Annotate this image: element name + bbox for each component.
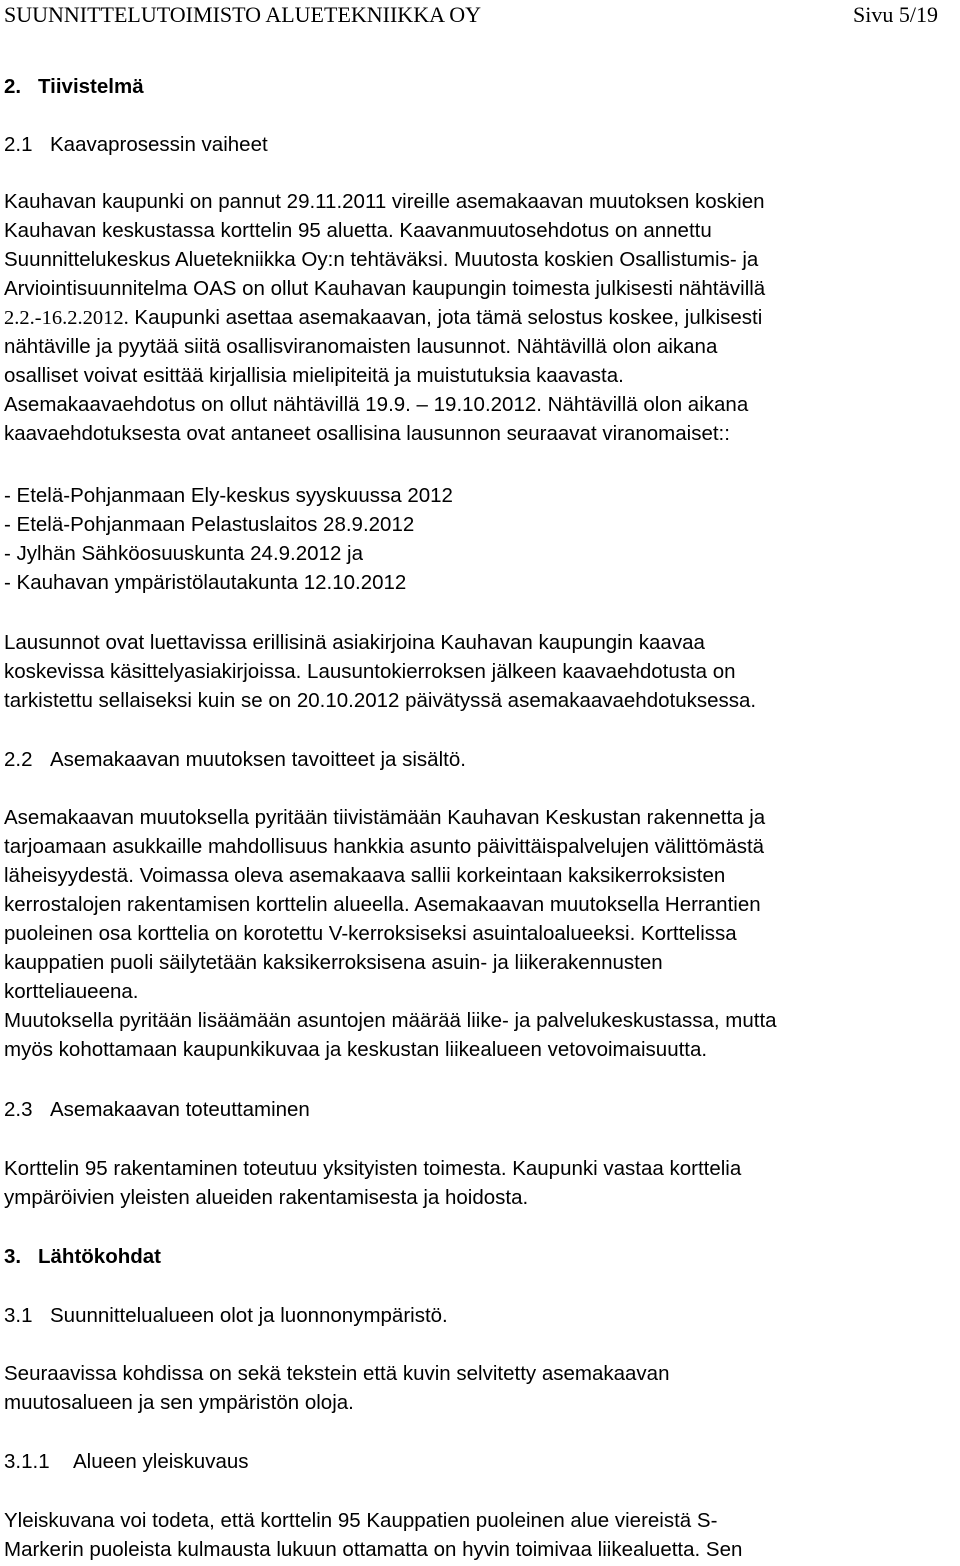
header-company: SUUNNITTELUTOIMISTO ALUETEKNIIKKA OY <box>4 2 482 27</box>
list-item: - Jylhän Sähköosuuskunta 24.9.2012 ja <box>4 542 364 565</box>
text-line: Suunnittelukeskus Aluetekniikka Oy:n tehtäväksi. Muutosta koskien Osallistumis- ja <box>4 248 759 271</box>
text-line <box>4 303 762 333</box>
text-line: nähtäville ja pyytää siitä osallisviranomaisten lausunnot. Nähtävillä olon aikana <box>4 335 718 358</box>
text-line: Seuraavissa kohdissa on sekä tekstein että kuvin selvitetty asemakaavan <box>4 1362 670 1385</box>
text-line: tarkistettu sellaiseksi kuin se on 20.10.2012 päivätyssä asemakaavaehdotuksessa. <box>4 689 757 712</box>
heading-section-2 <box>4 72 144 102</box>
text-line: Korttelin 95 rakentaminen toteutuu yksityisten toimesta. Kaupunki vastaa korttelia <box>4 1157 742 1180</box>
text-line: muutosalueen ja sen ympäristön oloja. <box>4 1391 354 1414</box>
text-line: kortteliaueena. <box>4 980 139 1003</box>
heading-section-3-1-1 <box>4 1447 249 1477</box>
heading-number: 2.3 <box>4 1098 33 1121</box>
header-page-number: Sivu 5/19 <box>853 2 938 27</box>
heading-section-2-3 <box>4 1095 310 1125</box>
heading-title: Asemakaavan toteuttaminen <box>50 1098 310 1121</box>
heading-number: 2.2 <box>4 748 33 771</box>
heading-section-2-2 <box>4 745 466 775</box>
heading-number: 3.1.1 <box>4 1450 50 1473</box>
list-item: - Etelä-Pohjanmaan Ely-keskus syyskuussa 2012 <box>4 484 453 507</box>
heading-title: Lähtökohdat <box>38 1245 161 1268</box>
heading-section-3 <box>4 1242 161 1272</box>
text-line: ympäröivien yleisten alueiden rakentamisesta ja hoidosta. <box>4 1186 529 1209</box>
heading-title: Kaavaprosessin vaiheet <box>50 133 268 156</box>
list-item: - Etelä-Pohjanmaan Pelastuslaitos 28.9.2012 <box>4 513 415 536</box>
heading-title: Suunnittelualueen olot ja luonnonympäristö. <box>50 1304 448 1327</box>
text-line: läheisyydestä. Voimassa oleva asemakaava sallii korkeintaan kaksikerroksisten <box>4 864 726 887</box>
text-line: Markerin puoleista kulmausta lukuun ottamatta on hyvin toimivaa liikealuetta. Sen <box>4 1538 743 1561</box>
heading-number: 2.1 <box>4 133 33 156</box>
heading-title: Tiivistelmä <box>38 75 144 98</box>
text-line: puoleinen osa korttelia on korotettu V-kerroksiseksi asuintaloalueeksi. Korttelissa <box>4 922 737 945</box>
text-line: Arviointisuunnitelma OAS on ollut Kauhavan kaupungin toimesta julkisesti nähtävillä <box>4 277 766 300</box>
text-line: myös kohottamaan kaupunkikuvaa ja keskustan liikealueen vetovoimaisuutta. <box>4 1038 708 1061</box>
text-line: Kauhavan kaupunki on pannut 29.11.2011 vireille asemakaavan muutoksen koskien <box>4 190 765 213</box>
heading-section-2-1 <box>4 130 268 160</box>
heading-number: 2. <box>4 75 22 98</box>
text-line: Yleiskuvana voi todeta, että korttelin 95 Kauppatien puoleinen alue viereistä S- <box>4 1509 718 1532</box>
text-line: Kauhavan keskustassa korttelin 95 aluetta. Kaavanmuutosehdotus on annettu <box>4 219 712 242</box>
text-line: osalliset voivat esittää kirjallisia mielipiteitä ja muistutuksia kaavasta. <box>4 364 624 387</box>
text-line: kauppatien puoli säilytetään kaksikerroksisena asuin- ja liikerakennusten <box>4 951 663 974</box>
list-item: - Kauhavan ympäristölautakunta 12.10.2012 <box>4 571 407 594</box>
heading-number: 3. <box>4 1245 22 1268</box>
text-line: Asemakaavan muutoksella pyritään tiivistämään Kauhavan Keskustan rakennetta ja <box>4 806 766 829</box>
text-line: Lausunnot ovat luettavissa erillisinä asiakirjoina Kauhavan kaupungin kaavaa <box>4 631 705 654</box>
text-line: Muutoksella pyritään lisäämään asuntojen määrää liike- ja palvelukeskustassa, mutta <box>4 1009 777 1032</box>
heading-number: 3.1 <box>4 1304 33 1327</box>
heading-title: Asemakaavan muutoksen tavoitteet ja sisältö. <box>50 748 466 771</box>
text-line: Asemakaavaehdotus on ollut nähtävillä 19.9. – 19.10.2012. Nähtävillä olon aikana <box>4 393 749 416</box>
heading-title: Alueen yleiskuvaus <box>73 1450 249 1473</box>
text-line: kerrostalojen rakentamisen korttelin alueella. Asemakaavan muutoksella Herrantien <box>4 893 761 916</box>
heading-section-3-1 <box>4 1301 448 1331</box>
text-line: tarjoamaan asukkaille mahdollisuus hankkia asunto päivittäispalvelujen välittömästä <box>4 835 765 858</box>
date-range: 2.2.-16.2.2012. <box>4 307 129 329</box>
text-line: koskevissa käsittelyasiakirjoissa. Lausuntokierroksen jälkeen kaavaehdotusta on <box>4 660 736 683</box>
text-span: Kaupunki asettaa asemakaavan, jota tämä selostus koskee, julkisesti <box>128 306 763 329</box>
text-line: kaavaehdotuksesta ovat antaneet osallisina lausunnon seuraavat viranomaiset:: <box>4 422 730 445</box>
